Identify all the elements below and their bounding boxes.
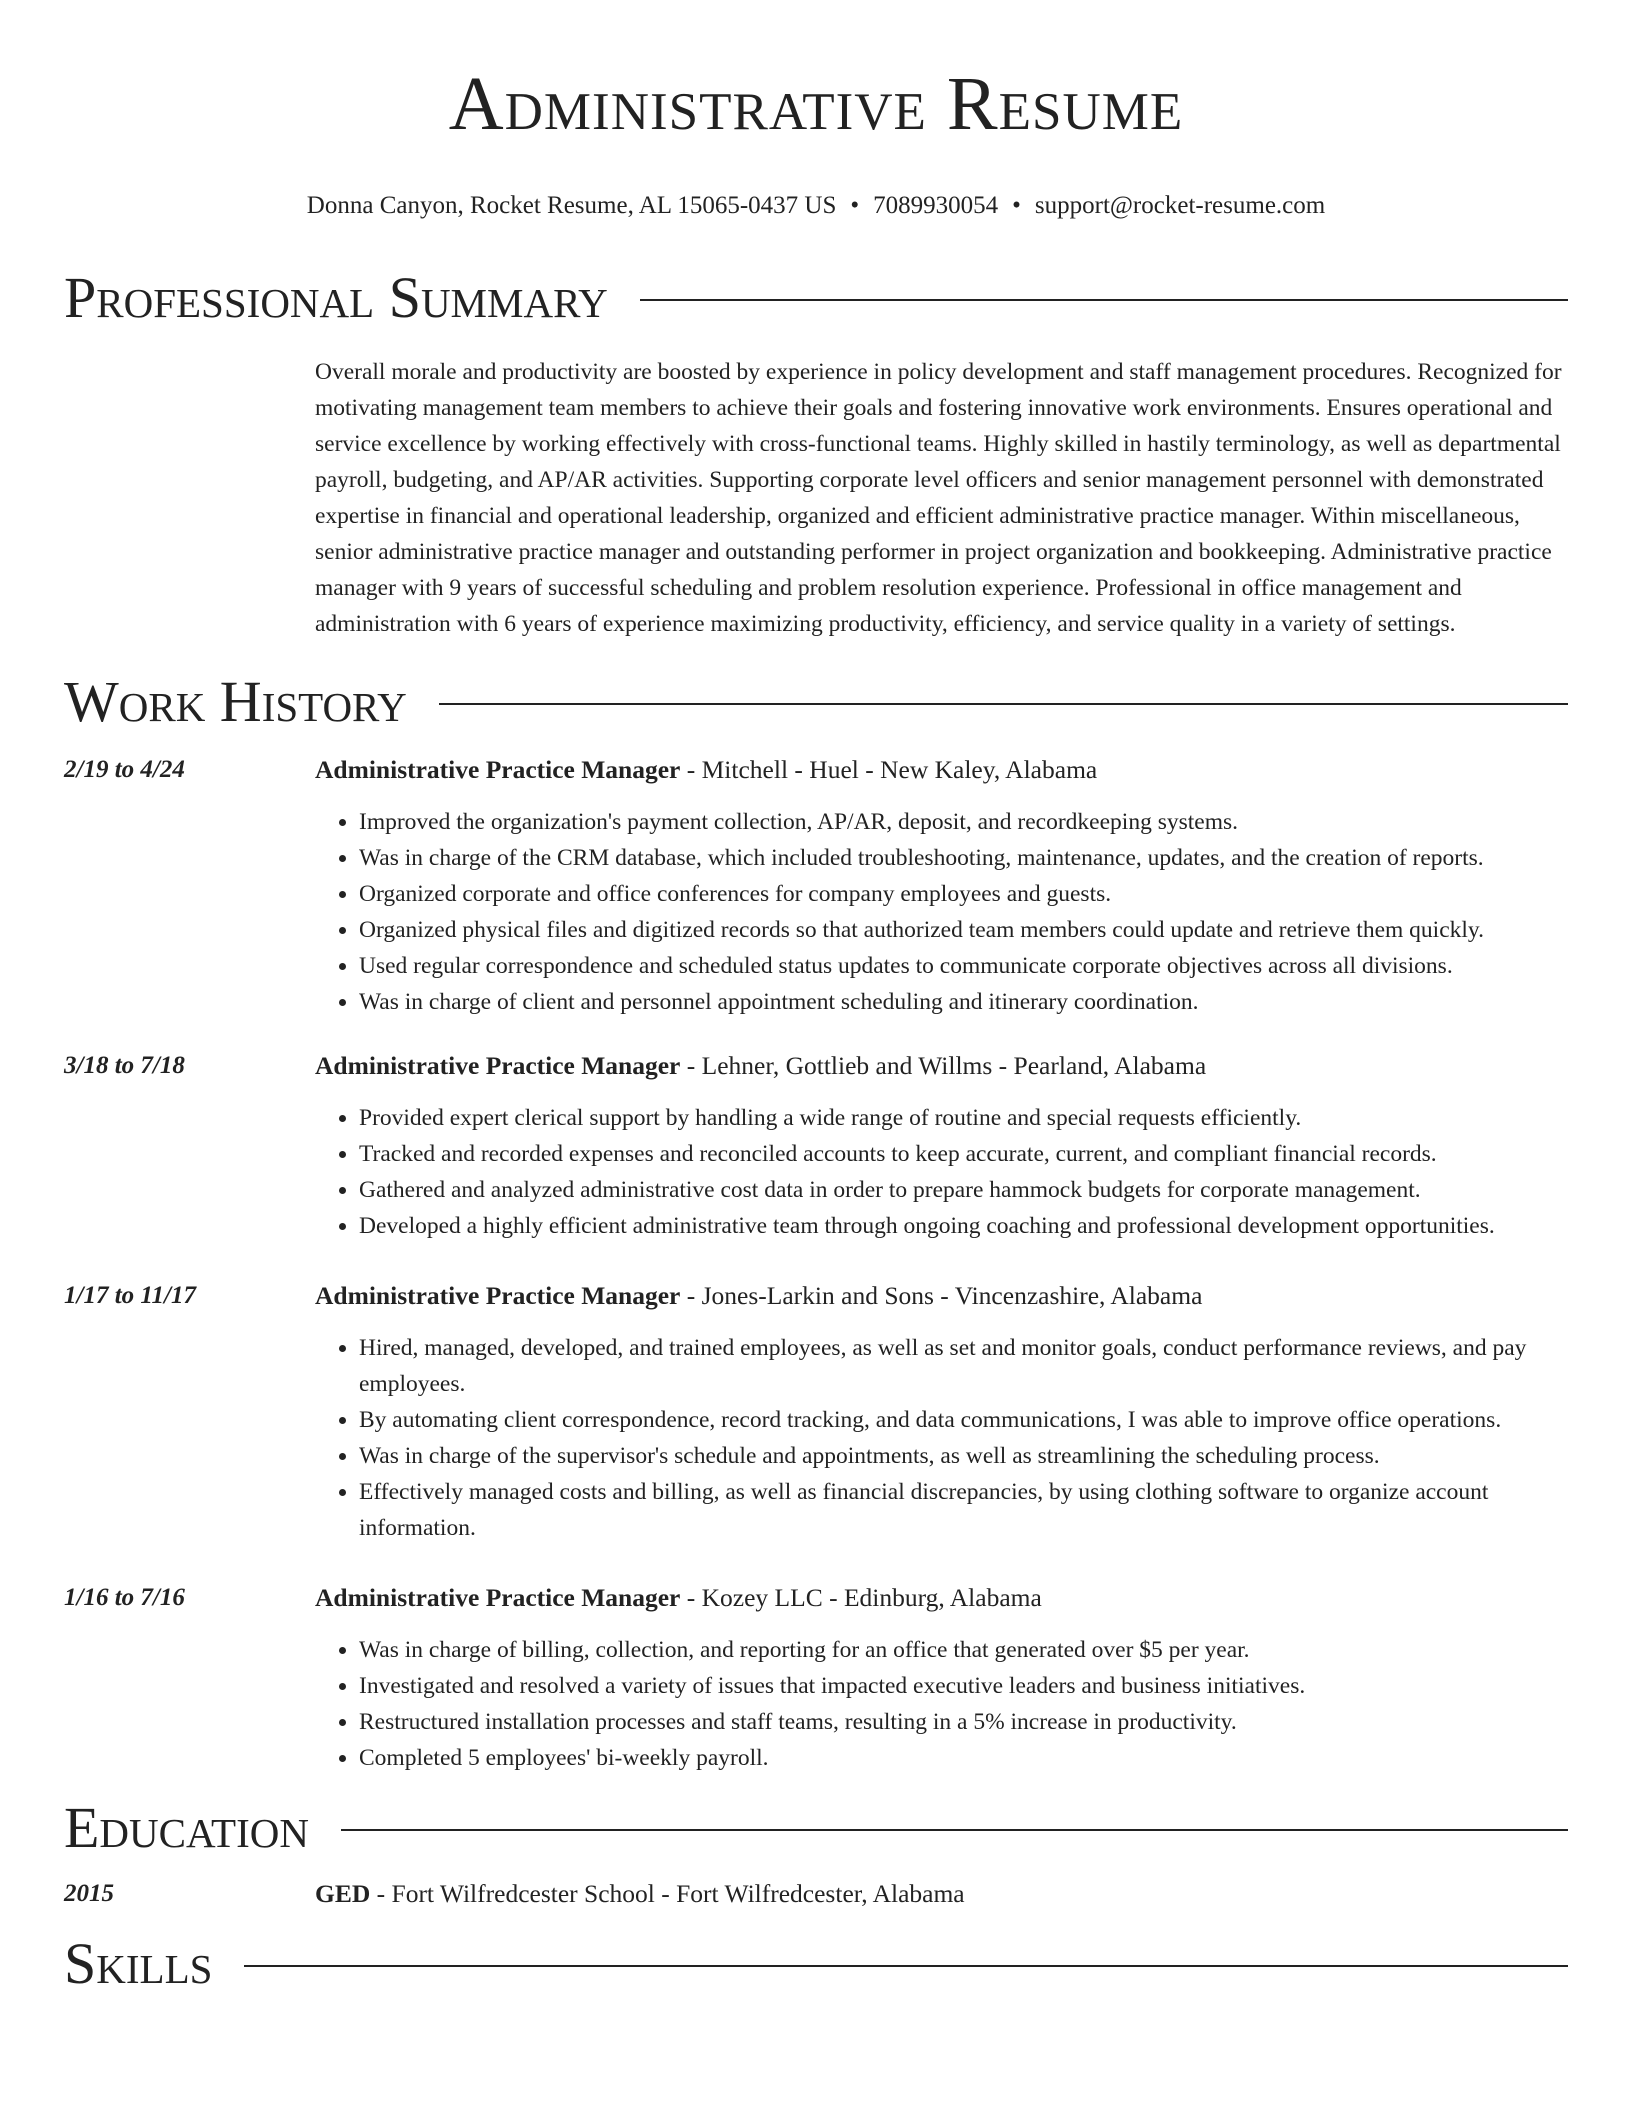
work-entry-body: [315, 1050, 1568, 1244]
job-employer: - Mitchell - Huel - New Kaley, Alabama: [680, 755, 1098, 784]
work-entry: [64, 754, 1568, 1020]
resume-title: Administrative Resume: [448, 62, 1184, 146]
education-section-header: [64, 1796, 1568, 1860]
education-year: 2015: [64, 1880, 114, 1907]
contact-email: support@rocket-resume.com: [1034, 192, 1326, 219]
section-divider: [244, 1965, 1568, 1967]
job-employer: - Lehner, Gottlieb and Willms - Pearland, Alabama: [680, 1051, 1207, 1080]
contact-separator: •: [850, 192, 860, 219]
education-entry: [64, 1878, 1568, 1910]
work-entry-heading: [315, 754, 1568, 786]
work-entry: [64, 1582, 1568, 1776]
section-divider: [439, 703, 1568, 705]
job-bullet: • Developed a highly efficient administrative team through ongoing coaching and professional development opportunities.: [359, 1208, 1568, 1244]
job-bullets: [315, 1100, 1568, 1244]
job-bullet: • Used regular correspondence and scheduled status updates to communicate corporate objectives across all divisions.: [359, 948, 1568, 984]
job-bullet: • Completed 5 employees' bi-weekly payroll.: [359, 1740, 1568, 1776]
job-title: Administrative Practice Manager: [315, 1281, 681, 1310]
job-bullet: • Investigated and resolved a variety of issues that impacted executive leaders and business initiatives.: [359, 1668, 1568, 1704]
skills-heading: Skills: [64, 1931, 213, 1996]
job-bullets: [315, 804, 1568, 1020]
job-title: Administrative Practice Manager: [315, 1583, 681, 1612]
job-bullet: • Hired, managed, developed, and trained employees, as well as set and monitor goals, conduct performance reviews, and pay employees.: [359, 1330, 1568, 1402]
contact-address: Donna Canyon, Rocket Resume, AL 15065-0437 US: [306, 192, 837, 219]
job-bullets: [315, 1632, 1568, 1776]
skills-section-header: [64, 1932, 1568, 1996]
job-bullet: • Was in charge of client and personnel appointment scheduling and itinerary coordination.: [359, 984, 1568, 1020]
work-heading: Work History: [64, 669, 407, 734]
job-bullet: • Organized corporate and office conferences for company employees and guests.: [359, 876, 1568, 912]
education-degree: GED: [315, 1879, 371, 1908]
job-bullet: • Gathered and analyzed administrative cost data in order to prepare hammock budgets for corporate management.: [359, 1172, 1568, 1208]
job-employer: - Jones-Larkin and Sons - Vincenzashire, Alabama: [680, 1281, 1203, 1310]
job-bullet: • Improved the organization's payment collection, AP/AR, deposit, and recordkeeping systems.: [359, 804, 1568, 840]
work-dates: 2/19 to 4/24: [64, 756, 185, 783]
work-entry: [64, 1050, 1568, 1244]
job-title: Administrative Practice Manager: [315, 1051, 681, 1080]
job-bullet: • Provided expert clerical support by handling a wide range of routine and special requests efficiently.: [359, 1100, 1568, 1136]
job-bullet: • Tracked and recorded expenses and reconciled accounts to keep accurate, current, and compliant financial records.: [359, 1136, 1568, 1172]
education-entry-body: [315, 1878, 1568, 1910]
job-bullets: [315, 1330, 1568, 1546]
summary-section-header: [64, 266, 1568, 330]
job-employer: - Kozey LLC - Edinburg, Alabama: [680, 1583, 1042, 1612]
work-entry-body: [315, 1280, 1568, 1546]
contact-phone: 7089930054: [873, 192, 999, 219]
job-bullet: • Effectively managed costs and billing, as well as financial discrepancies, by using clothing software to organize account information.: [359, 1474, 1568, 1546]
job-bullet: • Restructured installation processes and staff teams, resulting in a 5% increase in productivity.: [359, 1704, 1568, 1740]
contact-separator: •: [1012, 192, 1021, 219]
section-divider: [640, 299, 1568, 301]
work-entry-body: [315, 754, 1568, 1020]
work-dates: 3/18 to 7/18: [64, 1052, 185, 1079]
education-school: - Fort Wilfredcester School - Fort Wilfredcester, Alabama: [370, 1879, 965, 1908]
work-dates: 1/16 to 7/16: [64, 1584, 185, 1611]
job-bullet: • Was in charge of the CRM database, which included troubleshooting, maintenance, updates, and the creation of reports.: [359, 840, 1568, 876]
education-heading: Education: [64, 1795, 309, 1860]
work-entry-body: [315, 1582, 1568, 1776]
job-bullet: • Organized physical files and digitized records so that authorized team members could update and retrieve them quickly.: [359, 912, 1568, 948]
work-dates: 1/17 to 11/17: [64, 1282, 196, 1309]
job-bullet: • Was in charge of billing, collection, and reporting for an office that generated over $5 per year.: [359, 1632, 1568, 1668]
work-entry-heading: [315, 1582, 1568, 1614]
education-entry-heading: [315, 1878, 1568, 1910]
job-title: Administrative Practice Manager: [315, 755, 681, 784]
work-entry-heading: [315, 1050, 1568, 1082]
work-entry: [64, 1280, 1568, 1546]
section-divider: [341, 1829, 1568, 1831]
job-bullet: • Was in charge of the supervisor's schedule and appointments, as well as streamlining the scheduling process.: [359, 1438, 1568, 1474]
job-bullet: • By automating client correspondence, record tracking, and data communications, I was able to improve office operations.: [359, 1402, 1568, 1438]
contact-line: [64, 190, 1568, 222]
work-section-header: [64, 670, 1568, 734]
summary-heading: Professional Summary: [64, 265, 608, 330]
summary-text: Overall morale and productivity are boosted by experience in policy development and staff management procedures. Recognized for motivating management team members to achieve their goals and fostering innovative work environments. Ensures operational and service excellence by working effectively with cross-functional teams. Highly skilled in hastily terminology, as well as departmental payroll, budgeting, and AP/AR activities. Supporting corporate level officers and senior management personnel with demonstrated expertise in financial and operational leadership, organized and efficient administrative practice manager. Within miscellaneous, senior administrative practice manager and outstanding performer in project organization and bookkeeping. Administrative practice manager with 9 years of successful scheduling and problem resolution experience. Professional in office management and administration with 6 years of experience maximizing productivity, efficiency, and service quality in a variety of settings.: [315, 359, 1562, 637]
work-entry-heading: [315, 1280, 1568, 1312]
